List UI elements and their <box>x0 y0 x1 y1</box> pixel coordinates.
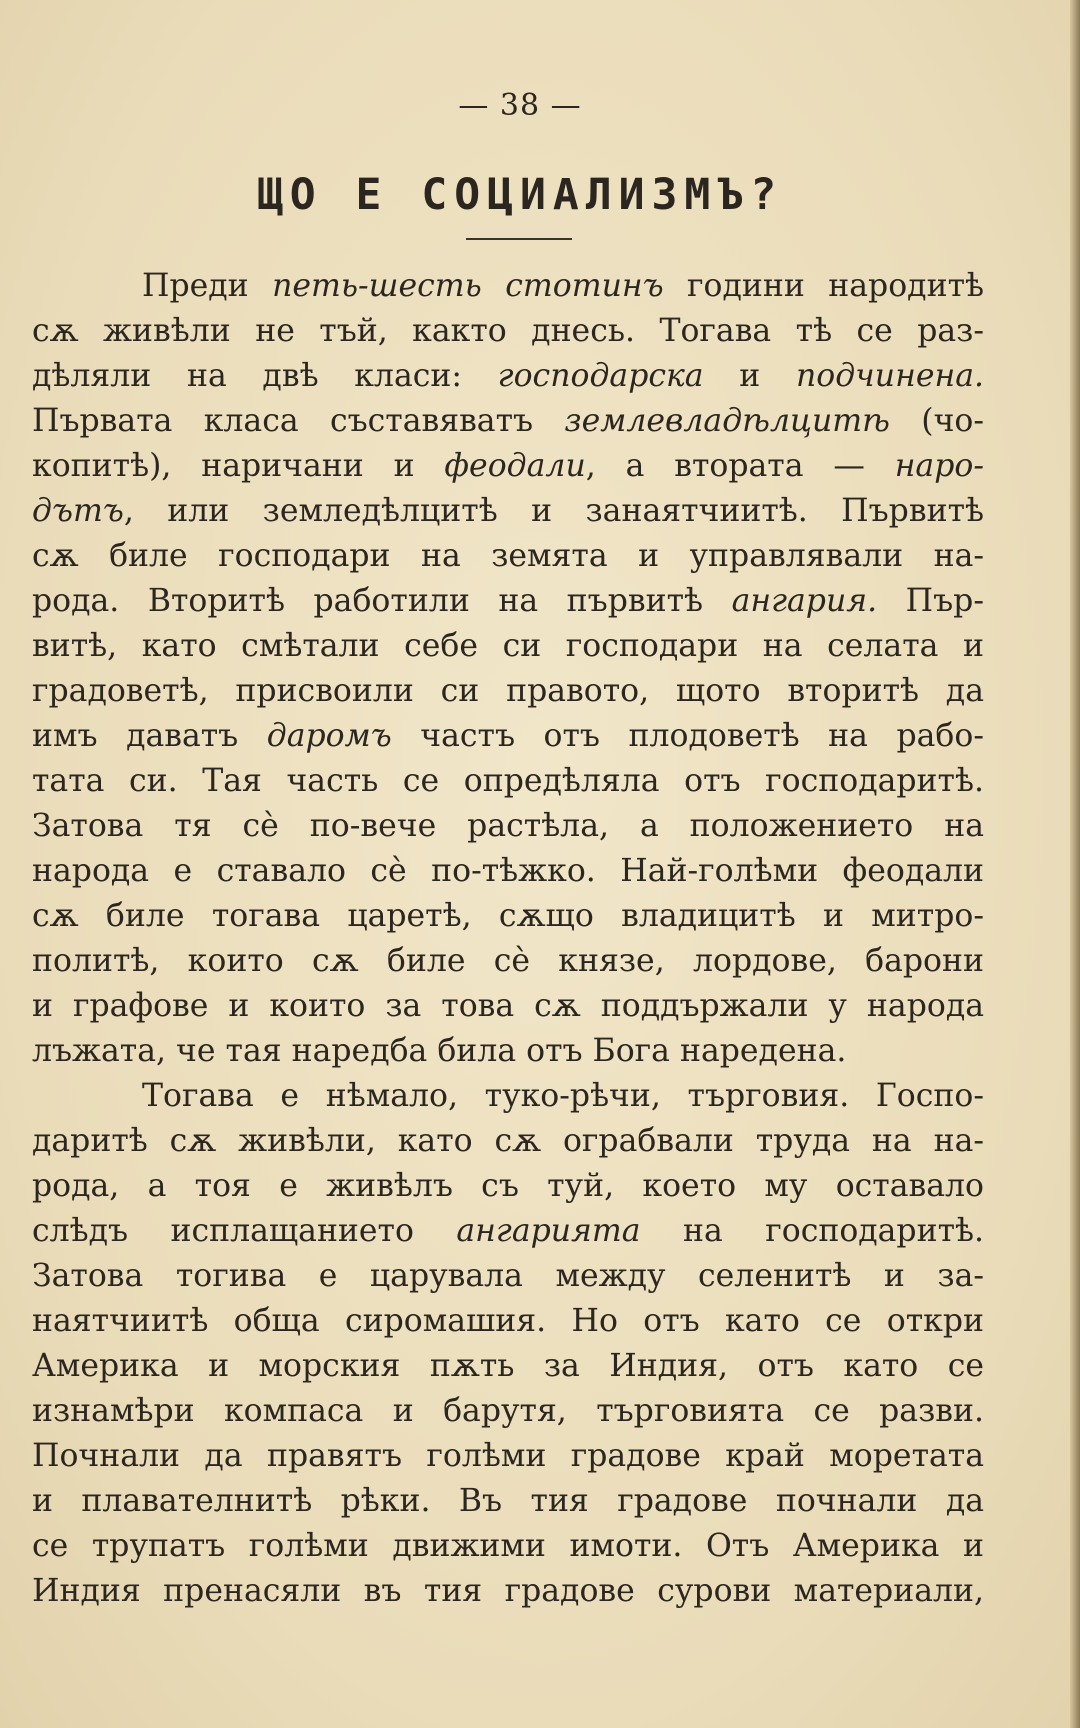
text-run: Почнали да правятъ голѣми градове край моретата <box>32 1438 984 1474</box>
text-line <box>32 1164 984 1209</box>
italic-phrase: ангарията <box>456 1213 641 1249</box>
text-line <box>32 1119 984 1164</box>
text-run: и графове и които за това сѫ поддържали у народа <box>32 988 984 1024</box>
text-run: наятчиитѣ обща сиромашия. Но отъ като се откри <box>32 1303 984 1339</box>
text-run: даритѣ сѫ живѣли, като сѫ ограбвали труда на на- <box>32 1123 984 1159</box>
page-number: — 38 — <box>458 88 582 123</box>
text-line <box>32 804 984 849</box>
italic-phrase: петь-шесть стотинъ <box>272 268 664 304</box>
text-run: и <box>703 358 796 394</box>
text-line <box>32 894 984 939</box>
text-run: Индия пренасяли въ тия градове сурови материали, <box>32 1573 984 1609</box>
text-line <box>32 1029 984 1074</box>
text-run: Пър- <box>877 583 984 619</box>
italic-phrase: даромъ <box>266 718 392 754</box>
italic-phrase: дътъ <box>32 493 124 529</box>
text-line <box>32 1209 984 1254</box>
text-run: рода. Вторитѣ работили на първитѣ <box>32 583 732 619</box>
text-run: частъ отъ плодоветѣ на рабо- <box>391 718 984 754</box>
text-run: политѣ, които сѫ биле сѐ князе, лордове, барони <box>32 943 984 979</box>
text-run: изнамѣри компаса и барутя, търговията се разви. <box>32 1393 984 1429</box>
text-line <box>32 1344 984 1389</box>
text-run: и плавателнитѣ рѣки. Въ тия градове почнали да <box>32 1483 984 1519</box>
title-underline <box>466 238 572 240</box>
text-line <box>32 1524 984 1569</box>
text-run: народа е ставало сѐ по-тѣжко. Най-голѣми феодали <box>32 853 984 889</box>
text-run: (чо- <box>889 403 984 439</box>
italic-phrase: наро- <box>894 448 984 484</box>
text-line <box>32 1479 984 1524</box>
text-run: Преди <box>142 268 273 304</box>
text-line <box>32 1569 984 1614</box>
text-run: се трупатъ голѣми движими имоти. Отъ Америка и <box>32 1528 984 1564</box>
text-run: лъжата, че тая наредба била отъ Бога наредена. <box>32 1033 847 1069</box>
text-line <box>32 489 984 534</box>
text-run: рода, а тоя е живѣлъ съ туй, което му оставало <box>32 1168 984 1204</box>
text-run: Тогава е нѣмало, туко-рѣчи, търговия. Госпо- <box>142 1078 984 1114</box>
text-line <box>32 984 984 1029</box>
text-line <box>32 534 984 579</box>
italic-phrase: феодали <box>444 448 586 484</box>
text-run: имъ даватъ <box>32 718 267 754</box>
text-line <box>32 1389 984 1434</box>
text-run: , а втората — <box>585 448 895 484</box>
italic-phrase: подчинена. <box>795 358 984 394</box>
text-run: градоветѣ, присвоили си правото, щото вторитѣ да <box>32 673 984 709</box>
italic-phrase: господарска <box>497 358 704 394</box>
text-run: , или земледѣлцитѣ и занаятчиитѣ. Първитѣ <box>123 493 984 529</box>
chapter-title: ЩО Е СОЦИАЛИЗМЪ? <box>256 170 784 220</box>
body-text <box>32 264 984 1614</box>
text-run: копитѣ), наричани и <box>32 448 445 484</box>
text-line <box>32 1434 984 1479</box>
text-run: Първата класа съставяватъ <box>32 403 565 439</box>
page-edge <box>1070 0 1080 1728</box>
text-line <box>32 939 984 984</box>
text-run: Затова тя сѐ по-вече растѣла, а положението на <box>32 808 984 844</box>
italic-phrase: ангария. <box>731 583 878 619</box>
text-line <box>32 759 984 804</box>
text-line <box>32 354 984 399</box>
text-run: сѫ биле тогава царетѣ, сѫщо владицитѣ и митро- <box>32 898 984 934</box>
text-run: дѣляли на двѣ класи: <box>32 358 498 394</box>
text-run: Америка и морския пѫть за Индия, отъ като се <box>32 1348 984 1384</box>
text-line <box>32 579 984 624</box>
text-line <box>32 669 984 714</box>
text-line <box>32 264 984 309</box>
text-run: сѫ биле господари на земята и управлявали на- <box>32 538 984 574</box>
text-line <box>32 624 984 669</box>
text-line <box>32 399 984 444</box>
text-run: витѣ, като смѣтали себе си господари на селата и <box>32 628 984 664</box>
text-run: тата си. Тая часть се опредѣляла отъ господаритѣ. <box>32 763 984 799</box>
text-line <box>32 714 984 759</box>
text-line <box>32 849 984 894</box>
text-line <box>32 1074 984 1119</box>
text-run: слѣдъ исплащанието <box>32 1213 457 1249</box>
text-run: сѫ живѣли не тъй, както днесь. Тогава тѣ се раз- <box>32 313 984 349</box>
italic-phrase: землевладѣлцитѣ <box>564 403 890 439</box>
text-run: на господаритѣ. <box>640 1213 984 1249</box>
text-line <box>32 444 984 489</box>
text-line <box>32 309 984 354</box>
text-run: Затова тогива е царувала между селенитѣ и за- <box>32 1258 984 1294</box>
text-run: години народитѣ <box>663 268 984 304</box>
text-line <box>32 1254 984 1299</box>
text-line <box>32 1299 984 1344</box>
